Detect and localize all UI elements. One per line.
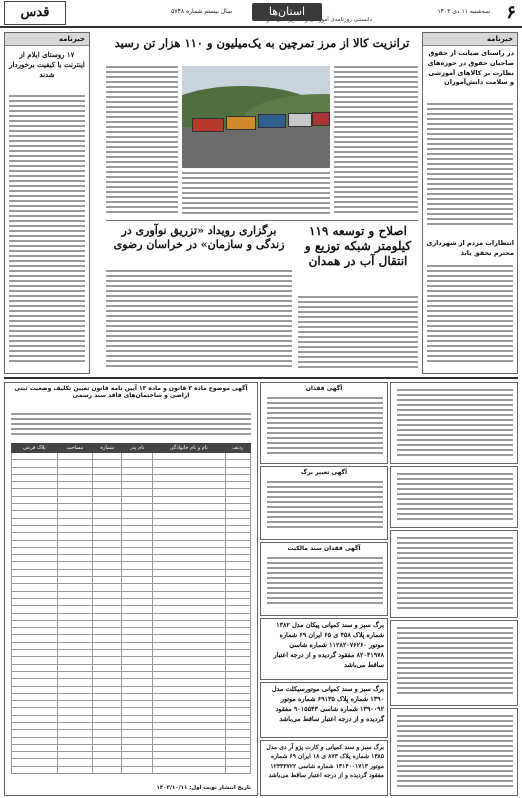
- page-number: ۶: [506, 2, 516, 23]
- table-row: [12, 613, 251, 620]
- table-row: [12, 679, 251, 686]
- col-number: شماره: [92, 444, 122, 453]
- sidebar-left-body: [9, 95, 85, 367]
- table-row: [12, 598, 251, 605]
- table-row: [12, 504, 251, 511]
- col-row: ردیف: [225, 444, 250, 453]
- table-row: [12, 547, 251, 554]
- newspaper-logo: قدس: [4, 1, 66, 25]
- section-title: استان‌ها: [252, 3, 322, 21]
- sidebar-right-teaser: در راستای صیانت از حقوق صاحبان حقوق در حوزه‌های نظارت بر کالاهای آموزشی و سلامت دانش‌آموزان: [427, 49, 514, 87]
- table-row: [12, 664, 251, 671]
- table-row: [12, 744, 251, 751]
- sidebar-right-body: [427, 103, 513, 233]
- notice-right-1: [390, 382, 518, 464]
- tagline: دانستنی روزنامه‌ی آموزشی و اطلاع‌رسانی ملو: [266, 17, 372, 23]
- table-row: [12, 525, 251, 532]
- bottom-divider: [4, 377, 518, 379]
- table-row: [12, 562, 251, 569]
- sidebar-left: [4, 32, 90, 374]
- table-row: [12, 693, 251, 700]
- col-father: نام پدر: [122, 444, 152, 453]
- table-row: [12, 766, 251, 773]
- col-name: نام و نام خانوادگی: [152, 444, 225, 453]
- notice-right-4: [390, 620, 518, 706]
- table-row: [12, 474, 251, 481]
- lead-headline: ترانزیت کالا از مرز تمرچین به یک‌میلیون و ۱۱۰ هزار تن رسید: [114, 36, 410, 50]
- table-row: [12, 759, 251, 766]
- table-row: [12, 686, 251, 693]
- table-row: [12, 584, 251, 591]
- table-row: [12, 708, 251, 715]
- table-row: [12, 642, 251, 649]
- page-header: [0, 0, 522, 28]
- notice-table-intro: [11, 413, 251, 441]
- table-row: [12, 533, 251, 540]
- table-row: [12, 540, 251, 547]
- notice-right-5: [390, 708, 518, 796]
- story3-headline: اصلاح و توسعه ۱۱۹ کیلومتر شبکه توزیع و انتقال آب در همدان: [304, 224, 412, 268]
- sidebar-left-headline: ۱۷ روستای ایلام از اینترنت با کیفیت برخوردار شدند: [9, 50, 85, 80]
- col-plot: پلاک فرعی: [12, 444, 58, 453]
- table-row: [12, 657, 251, 664]
- notice-table-footer: تاریخ انتشار نوبت اول: ۱۴۰۳/۱۰/۱۱: [156, 784, 251, 791]
- table-row: [12, 737, 251, 744]
- sidebar-right: [422, 32, 518, 374]
- table-row: [12, 569, 251, 576]
- lead-body-right: [334, 66, 418, 216]
- table-row: [12, 511, 251, 518]
- table-row: [12, 606, 251, 613]
- sidebar-right-teaser-2: انتظارات مردم از شهرداری محترم تحقق یابد: [426, 239, 514, 257]
- big-notice-1: برگ سبز و سند کمپانی پیکان مدل ۱۳۸۲ شماره پلاک ۴۵۸ ی ۶۵ ایران ۶۹ شماره موتور ۱۱۲۸۲۰۷۶۲۶۰ شماره شاسی ۸۲۰۴۱۹۷۸ مفقود گردیده و از درجه اعتبار ساقط می‌باشد: [260, 618, 388, 680]
- notice-middle-2: آگهی تغییر برگ: [260, 466, 388, 540]
- notice-right-2: [390, 466, 518, 528]
- table-row: [12, 650, 251, 657]
- table-row: [12, 671, 251, 678]
- notice-table-title: آگهی موضوع ماده ۳ قانون و ماده ۱۳ آیین نامه قانون تعیین تکلیف وضعیت ثبتی اراضی و ساختمان‌های فاقد سند رسمی: [14, 385, 248, 399]
- table-row: [12, 555, 251, 562]
- big-notice-2: برگ سبز و سند کمپانی موتورسیکلت مدل ۱۳۹۰ شماره پلاک ۶۹۱۳۵ شماره موتور ۱۳۹۰۰۹۲ شماره شاسی ۹۰۱۵۵۴۳ مفقود گردیده و از درجه اعتبار ساقط می‌باشد: [260, 682, 388, 738]
- story2-headline: برگزاری رویداد «تزریق نوآوری در زندگی و سازمان» در خراسان رضوی: [113, 224, 285, 251]
- table-row: [12, 482, 251, 489]
- lead-body-under-photo: [182, 172, 330, 216]
- notice-middle-3: آگهی فقدان سند مالکیت: [260, 542, 388, 616]
- table-row: [12, 628, 251, 635]
- notice-right-3: [390, 530, 518, 618]
- table-row: [12, 591, 251, 598]
- table-row: [12, 518, 251, 525]
- table-row: [12, 730, 251, 737]
- notice-table-box: [4, 382, 258, 796]
- story2-body: [106, 270, 292, 372]
- table-row: [12, 722, 251, 729]
- table-row: [12, 752, 251, 759]
- date-line: سه‌شنبه ۱۱ دی ۱۴۰۳: [437, 8, 490, 15]
- table-row: [12, 467, 251, 474]
- lead-body-left: [106, 66, 178, 216]
- table-row: [12, 577, 251, 584]
- table-row: [12, 715, 251, 722]
- story3-body: [298, 296, 418, 372]
- divider: [106, 220, 418, 221]
- table-row: [12, 701, 251, 708]
- col-area: مساحت: [57, 444, 92, 453]
- table-row: [12, 635, 251, 642]
- table-row: [12, 620, 251, 627]
- table-row: [12, 460, 251, 467]
- table-row: [12, 489, 251, 496]
- notice-middle-1: آگهی فقدان: [260, 382, 388, 464]
- table-row: [12, 496, 251, 503]
- sidebar-right-label: خبرنامه: [423, 33, 517, 46]
- sidebar-right-body-2: [427, 265, 513, 369]
- table-row: [12, 453, 251, 460]
- notice-table: [11, 443, 251, 774]
- lead-photo-trucks: [182, 66, 330, 168]
- big-notice-3: برگ سبز و سند کمپانی و کارت پژو آر دی مدل ۱۳۸۵ شماره پلاک ۸۷۳ ی ۱۸ ایران ۶۹ شماره موتور ۱۳۱۴۰۰۱۷۱۳ شماره شاسی ۱۲۴۳۳۷۲۲ مفقود گردیده و از درجه اعتبار ساقط می‌باشد: [260, 740, 388, 796]
- sidebar-left-label: خبرنامه: [5, 33, 89, 46]
- issue-line: سال بیستم شماره ۵۷۴۸: [171, 8, 232, 15]
